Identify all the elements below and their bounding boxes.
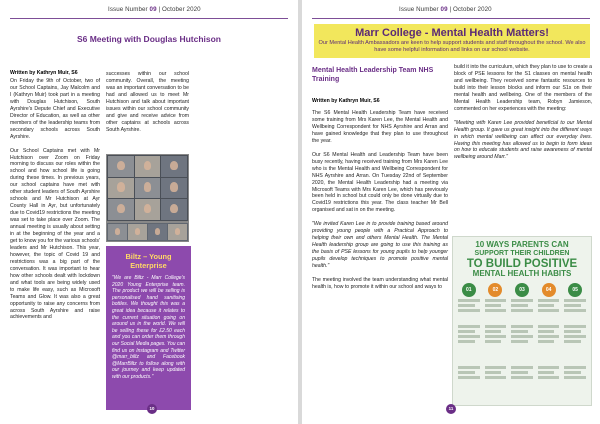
poster-tip-text <box>484 323 508 360</box>
article-column-2 <box>454 64 592 168</box>
header-divider <box>312 18 590 19</box>
poster-title <box>453 241 591 279</box>
participant-tile <box>161 156 187 177</box>
participant-tile <box>108 156 134 177</box>
poster-tip-text <box>457 323 481 360</box>
issue-label: Issue Number <box>108 6 148 13</box>
poster-tip-text <box>537 323 561 360</box>
issue-number: 09 <box>440 6 448 13</box>
article-column-1 <box>312 110 448 298</box>
poster-title-line: 10 WAYS PARENTS CAN <box>475 240 569 249</box>
poster-tip <box>563 283 587 320</box>
tip-number: 03 <box>515 283 529 297</box>
mental-health-banner <box>314 24 590 58</box>
tip-number: 01 <box>462 283 476 297</box>
issue-header <box>108 6 201 13</box>
issue-header <box>399 6 492 13</box>
poster-tip <box>457 283 481 320</box>
article-heading: Mental Health Leadership Team NHS Training <box>312 67 434 83</box>
participant-tile <box>135 178 161 199</box>
poster-tips-grid <box>457 283 587 401</box>
participant-tile <box>108 178 134 199</box>
header-divider <box>10 18 288 19</box>
poster-tip-text <box>484 364 508 401</box>
poster-tip-text <box>510 323 534 360</box>
article-byline: Written by Kathryn Muir, S6 <box>10 70 78 76</box>
paragraph: Our School Captains met with Mr Hutchison over Zoom on Friday morning to discuss our roles within the school and how school life is going during these times. In previous years, our school captains have met with other student leaders of South Ayrshire schools and Mr Hutchison at Ayr County Hall in Ayr, but unfortunately due to Covid19 restrictions the meeting was set to take place over Zoom. The annual meeting is usually about setting in at the beginning of the year and a get to know you for the various schools' leaders and Mr Hutchison. This year, however, the topic of Covid 19 and restrictions was a big part of the conversation. It was important to hear how other schools dealt with lockdown and what tools are being widely used to make life easy, such as Microsoft Teams and Glow. It was also a great opportunity to raise any concerns from across South Ayrshire and raise achievements and <box>10 147 100 321</box>
bitz-body: "We are Biltz - Marr College's 2020 Young Enterprise team. The product we will be selling is personalised hand sanitising bottles. We thought this was a great idea because it relates to the current situation going on around us in the world. We will be selling these for £2.50 each and you can order them through our Social Media pages. You can find us on Instagram and Twitter @marr_biltz and Facebook @MarrBiltz to follow along with our journey and keep updated with our products." <box>112 275 186 380</box>
poster-title-line: MENTAL HEALTH HABITS <box>472 269 572 278</box>
page-number: 10 <box>147 404 157 414</box>
bitz-feature-box <box>106 246 191 410</box>
participant-tile <box>128 224 147 240</box>
right-page <box>302 0 600 424</box>
poster-tip <box>484 283 508 320</box>
participant-tile <box>161 199 187 220</box>
banner-title: Marr College - Mental Health Matters! <box>355 27 549 39</box>
poster-tip-text <box>510 364 534 401</box>
participant-tile <box>161 178 187 199</box>
paragraph: On Friday the 9th of October, two of our School Captains, Jay Malcolm and I (Kathryn Muir) took part in a meeting with Douglas Hutchison, South Ayrshire's Depute Chief and Executive Director of Education, as well as other members of the leadership teams from secondary schools across South Ayrshire. <box>10 78 100 140</box>
participant-tile <box>108 224 127 240</box>
poster-tip <box>510 283 534 320</box>
participant-tile <box>135 199 161 220</box>
poster-tip-text <box>563 323 587 360</box>
paragraph: "We invited Karen Lee in to provide training based around providing young people with a Practical Approach to helping their own and others Mental Health. The Mental Health leadership group are going to use this training as the basis of PSE lessons for young pupils to help younger pupils develop techniques to promote positive mental health." <box>312 221 448 270</box>
zoom-meeting-photo-strip <box>106 222 189 242</box>
poster-tip-text <box>537 364 561 401</box>
paragraph: successes within our school community. Overall, the meeting was an important conversation to be had and allowed us to meet Mr Hutchison and talk about important issues within our school community and give and receive advice from other captains at schools across South Ayrshire. <box>106 71 189 133</box>
participant-tile <box>168 224 187 240</box>
tip-number: 05 <box>568 283 582 297</box>
participant-tile <box>148 224 167 240</box>
zoom-meeting-photo <box>106 154 189 222</box>
page-number: 11 <box>446 404 456 414</box>
paragraph: build it into the curriculum, which they plan to use to create a block of PSE lessons for the S1 classes on mental health and wellbeing. They received some fantastic resources to build into their lesson blocks and inform our S1s on their mental health and wellbeing. One of the members of the Mental Health Leadership team, Robyn Jamieson, commented on her experiences with the meeting: <box>454 64 592 112</box>
poster-tip-text <box>563 364 587 401</box>
poster-tip <box>537 283 561 320</box>
issue-separator: | <box>158 6 161 13</box>
issue-number: 09 <box>149 6 157 13</box>
poster-title-line: TO BUILD POSITIVE <box>466 258 578 270</box>
issue-separator: | <box>449 6 452 13</box>
issue-date: October 2020 <box>162 6 201 13</box>
paragraph: "Meeting with Karen Lee provided beneficial to our Mental Health group. It gave us great insight into the different ways in which mental wellbeing can affect our everyday lives. Having this meeting has allowed us to begin to form ideas on how to educate students and raise awareness of mental wellbeing around Marr." <box>454 119 592 161</box>
poster-title-line: SUPPORT THEIR CHILDREN <box>474 249 570 257</box>
left-page <box>0 0 298 424</box>
tip-number: 02 <box>488 283 502 297</box>
issue-date: October 2020 <box>453 6 492 13</box>
parents-tips-poster <box>452 236 592 406</box>
participant-tile <box>135 156 161 177</box>
paragraph: The meeting involved the team understanding what mental health is, how to promote it within our school and ways to <box>312 277 448 290</box>
article-column-1 <box>10 78 100 328</box>
banner-subtitle: Our Mental Health Ambassadors are keen to help support students and staff throughout the school. We also have some helpful information and links on our school website. <box>318 40 586 53</box>
issue-label: Issue Number <box>399 6 439 13</box>
article-heading: S6 Meeting with Douglas Hutchison <box>76 34 222 44</box>
article-byline: Written by Kathryn Muir, S6 <box>312 98 380 104</box>
paragraph: Our S6 Mental Health and Leadership Team have been busy recently, having received training from Mrs Karen Lee who is the Mental Health and Wellbeing Correspondent for NHS Ayrshire and Arran. On Tuesday 22nd of September 2020, the Mental Health Leadership had a meeting via Microsoft Teams with Mrs Karen Lee, which has previously been held in school but could only be done virtually due to Covid19 restrictions this year. The class teacher Mr Bell organised and sat in on the meeting. <box>312 151 448 214</box>
participant-tile <box>108 199 134 220</box>
poster-tip-text <box>457 364 481 401</box>
article-column-2 <box>106 71 189 141</box>
paragraph: The S6 Mental Health Leadership Team have received some training from Mrs Karen Lee, the Mental Health and Wellbeing Correspondent for NHS Ayrshire and Arran and have gained knowledge that they plan to use throughout the year. <box>312 110 448 144</box>
bitz-title: Biltz – Young Enterprise <box>125 252 172 270</box>
tip-number: 04 <box>542 283 556 297</box>
